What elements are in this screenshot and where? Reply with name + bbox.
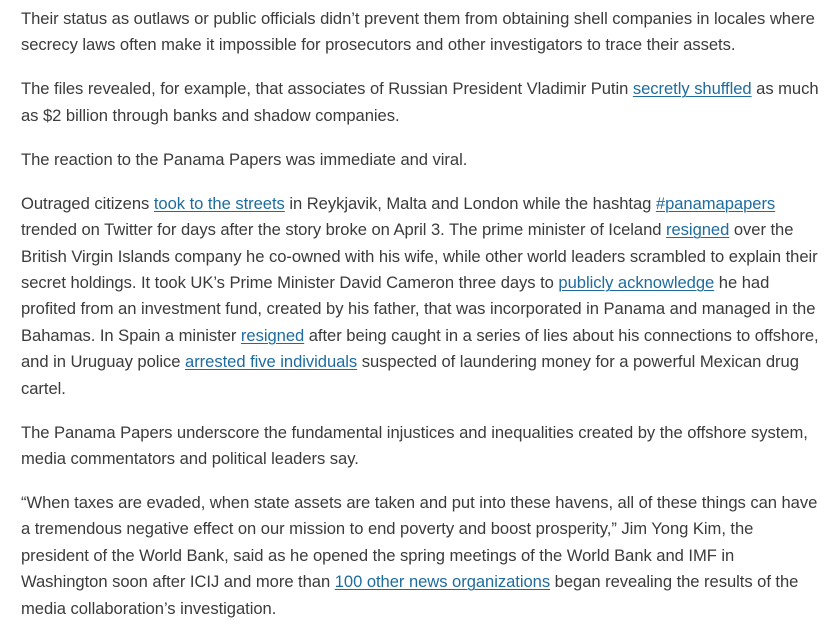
link-arrested-five-individuals[interactable]: arrested five individuals	[185, 352, 358, 372]
paragraph-text: trended on Twitter for days after the story broke on April 3. The prime minister of Iceland	[21, 220, 667, 240]
paragraph-5	[21, 420, 821, 473]
paragraph-text: The Panama Papers underscore the fundamental injustices and inequalities created by the offshore system, media commentators and political leaders say.	[21, 422, 808, 469]
link-resigned-spain[interactable]: resigned	[240, 325, 305, 345]
paragraph-text: as much as $2 billion through banks and shadow companies.	[21, 79, 819, 125]
paragraph-text: “When taxes are evaded, when state assets are taken and put into these havens, all of these things can have a tremendous negative effect on our mission to end poverty and boost prosperity,” Jim Yong Kim, the president of the World Bank, said as he opened the spring meetings of the World Bank and IMF in Washington soon after ICIJ and more than	[21, 493, 818, 592]
link-panamapapers-hashtag[interactable]: #panamapapers	[655, 193, 776, 213]
paragraph-text: began revealing the results of the media collaboration’s investigation.	[21, 572, 799, 618]
paragraph-text: he had profited from an investment fund, created by his father, that was incorporated in Panama and managed in the Bahamas. In Spain a minister	[21, 273, 816, 345]
link-resigned-iceland[interactable]: resigned	[666, 220, 730, 240]
link-took-to-the-streets[interactable]: took to the streets	[153, 193, 285, 213]
paragraph-text: suspected of laundering money for a powerful Mexican drug cartel.	[21, 352, 799, 398]
paragraph-text: The reaction to the Panama Papers was immediate and viral.	[21, 149, 468, 169]
paragraph-6-quote	[21, 490, 821, 622]
paragraph-text: The files revealed, for example, that associates of Russian President Vladimir Putin	[21, 79, 633, 99]
paragraph-2	[21, 76, 821, 129]
link-secretly-shuffled[interactable]: secretly shuffled	[632, 79, 752, 99]
paragraph-3	[21, 147, 821, 173]
paragraph-1	[21, 6, 821, 59]
paragraph-text: after being caught in a series of lies about his connections to offshore, and in Uruguay police	[21, 325, 819, 372]
paragraph-text: over the British Virgin Islands company he co-owned with his wife, while other world leaders scrambled to explain their secret holdings. It took UK’s Prime Minister David Cameron three days to	[21, 220, 818, 293]
paragraph-text: Outraged citizens	[21, 193, 154, 213]
paragraph-text: in Reykjavik, Malta and London while the hashtag	[284, 193, 656, 213]
link-100-other-news-organizations[interactable]: 100 other news organizations	[334, 572, 551, 592]
link-publicly-acknowledge[interactable]: publicly acknowledge	[558, 273, 715, 293]
paragraph-text: Their status as outlaws or public officials didn’t prevent them from obtaining shell companies in locales where secrecy laws often make it impossible for prosecutors and other investigators to trace their assets.	[21, 9, 815, 55]
paragraph-4	[21, 191, 821, 402]
